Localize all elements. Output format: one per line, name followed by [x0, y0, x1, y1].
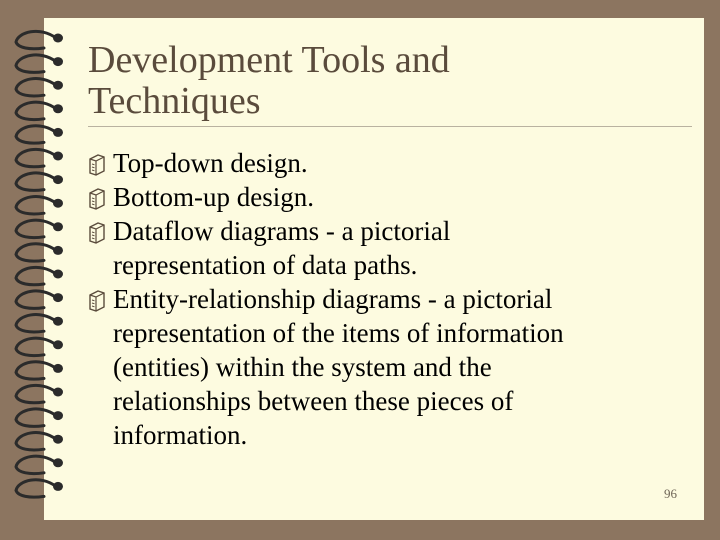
spiral-binding-ring-icon [16, 433, 63, 450]
bullet-line: information. [113, 420, 248, 450]
bullet-list [86, 146, 676, 452]
spiral-binding [0, 0, 80, 540]
box-bullet-icon [86, 220, 106, 244]
bullet-item [86, 180, 676, 214]
bullet-line: Top-down design. [113, 148, 308, 178]
page-number: 96 [664, 486, 677, 501]
spiral-binding-ring-icon [16, 409, 63, 426]
spiral-binding-ring-icon [16, 338, 63, 355]
spiral-binding-ring-icon [16, 220, 63, 237]
title-line: Development Tools and [88, 39, 450, 81]
slide-title [88, 40, 688, 122]
bullet-line: Bottom-up design. [113, 182, 314, 212]
spiral-binding-ring-icon [16, 362, 63, 379]
spiral-binding-ring-icon [16, 197, 63, 214]
spiral-binding-ring-icon [16, 102, 63, 119]
bullet-line: relationships between these pieces of [113, 386, 514, 416]
bullet-item [86, 214, 676, 282]
spiral-binding-ring-icon [16, 385, 63, 402]
box-bullet-icon [86, 152, 106, 176]
box-bullet-icon [86, 288, 106, 312]
box-bullet-icon [86, 186, 106, 210]
title-divider [88, 126, 692, 127]
spiral-binding-ring-icon [16, 315, 63, 332]
bullet-line: Entity-relationship diagrams - a pictorial [113, 284, 553, 314]
spiral-binding-ring-icon [16, 126, 63, 143]
spiral-binding-ring-icon [16, 173, 63, 190]
spiral-binding-ring-icon [16, 79, 63, 96]
spiral-binding-ring-icon [16, 244, 63, 261]
spiral-binding-ring-icon [16, 31, 63, 48]
bullet-item [86, 146, 676, 180]
spiral-binding-ring-icon [16, 149, 63, 166]
spiral-binding-ring-icon [16, 456, 63, 473]
bullet-item [86, 282, 676, 452]
bullet-line: representation of the items of information [113, 318, 564, 348]
spiral-binding-ring-icon [16, 291, 63, 308]
bullet-line: (entities) within the system and the [113, 352, 492, 382]
spiral-binding-ring-icon [16, 267, 63, 284]
spiral-binding-ring-icon [16, 55, 63, 72]
title-line: Techniques [88, 80, 261, 122]
spiral-binding-ring-icon [16, 480, 63, 497]
bullet-line: representation of data paths. [113, 250, 418, 280]
bullet-line: Dataflow diagrams - a pictorial [113, 216, 451, 246]
